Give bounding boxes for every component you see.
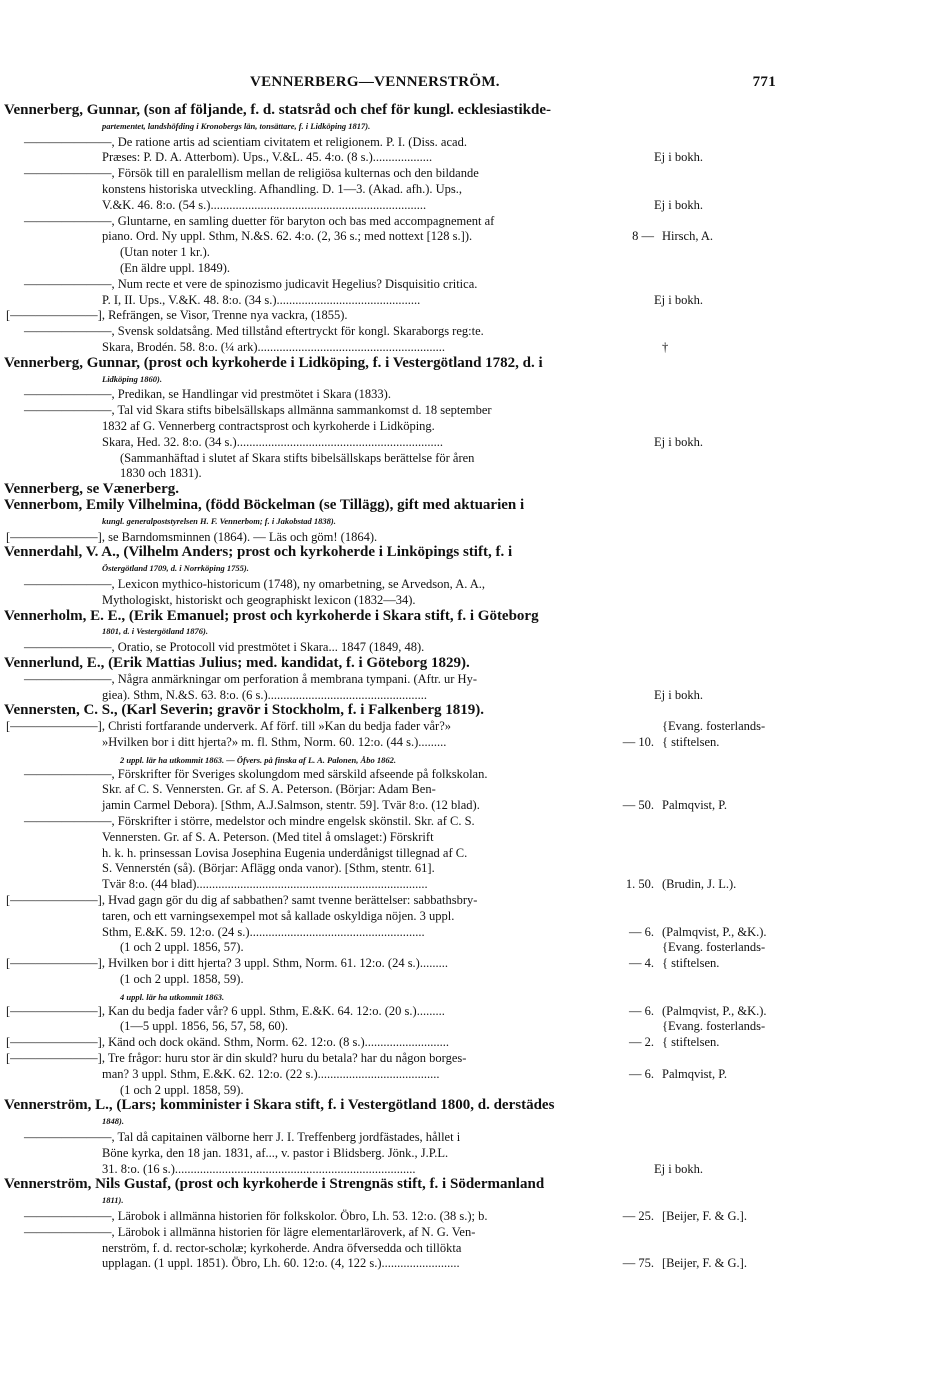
entry-line (0, 465, 928, 482)
entry-continuation: konstens historiska utveckling. Afhandling. D. 1—3. (Akad. afh.). Ups., (102, 182, 463, 196)
entry-line (0, 228, 928, 245)
entry-line (0, 323, 928, 340)
entry-line (0, 1224, 928, 1241)
entry-line (0, 213, 928, 230)
price: — 6. (629, 1003, 654, 1018)
price: — 50. (622, 798, 654, 813)
entry-line (0, 702, 928, 719)
entry-line (0, 1018, 928, 1035)
entry-continuation: 31. 8:o. (16 s.)............................................................................. (102, 1161, 416, 1176)
entry-line (0, 149, 928, 166)
entry-line (0, 1034, 928, 1051)
entry-line (0, 1240, 928, 1257)
entry-continuation: piano. Ord. Ny uppl. Sthm, N.&S. 62. 4:o. (2, 36 s.; med nottext [128 s.]). (102, 229, 473, 244)
entry-line (0, 1145, 928, 1162)
entry-continuation: Skara, Hed. 32. 8:o. (34 s.).................................................................. (102, 434, 443, 449)
anonymous-title-entry: [———————], Refrängen, se Visor, Trenne nya vackra, (1855). (6, 308, 348, 323)
entry-continuation: Tvär 8:o. (44 blad).......................................................................... (102, 877, 428, 892)
page-number: 771 (752, 74, 776, 90)
entry-line (0, 876, 928, 893)
entry-continuation: man? 3 uppl. Sthm, E.&K. 62. 12:o. (22 s.)....................................... (102, 1066, 440, 1081)
entry-line (0, 1129, 928, 1146)
title-entry: ———————, Svensk soldatsång. Med tillstånd eftertryckt för kongl. Skaraborgs reg:te. (24, 324, 484, 339)
availability-note: Ej i bokh. (654, 434, 703, 449)
entry-line (0, 750, 928, 767)
price: — 6. (629, 1066, 654, 1081)
entry-line (0, 339, 928, 356)
entry-line (0, 276, 928, 293)
author-heading: Vennerbom, Emily Vilhelmina, (född Böckelman (se Tillägg), gift med aktuarien i (4, 497, 525, 513)
title-entry: ———————, Tal vid Skara stifts bibelsällskaps allmänna sammankomst d. 18 september (24, 403, 492, 418)
entry-line (0, 481, 928, 498)
entry-line (0, 197, 928, 214)
edition-note: (1 och 2 uppl. 1856, 57). (120, 940, 244, 955)
publisher: { stiftelsen. (662, 1035, 720, 1050)
entry-line (0, 307, 928, 324)
availability-note: Ej i bokh. (654, 292, 703, 307)
author-biography: 1811). (102, 1195, 124, 1206)
catalogue-entries (0, 102, 928, 1271)
entry-line (0, 292, 928, 309)
title-entry: ———————, Lärobok i allmänna historien för lägre elementarläroverk, af N. G. Ven- (24, 1224, 476, 1239)
title-entry: ———————, Num recte et vere de spinozismo judicavit Hegelius? Disquisitio critica. (24, 276, 478, 291)
entry-line (0, 513, 928, 530)
publisher: [Beijer, F. & G.]. (662, 1209, 747, 1223)
edition-remark: 2 uppl. lär ha utkommit 1863. — Öfvers. på finska af L. A. Palonen, Åbo 1862. (120, 754, 396, 765)
entry-line (0, 1176, 928, 1193)
entry-line (0, 418, 928, 435)
entry-line (0, 924, 928, 941)
author-heading: Vennersten, C. S., (Karl Severin; gravör i Stockholm, f. i Falkenberg 1819). (4, 702, 484, 719)
anonymous-title-entry: [———————], Hvilken bor i ditt hjerta? 3 uppl. Sthm, Norm. 61. 12:o. (24 s.)......... (6, 956, 448, 971)
entry-line (0, 134, 928, 151)
title-entry: ———————, Predikan, se Handlingar vid prestmötet i Skara (1833). (24, 387, 391, 402)
entry-line (0, 1082, 928, 1099)
entry-line (0, 529, 928, 546)
author-biography: kungl. generalpoststyrelsen H. F. Vennerbom; f. i Jakobstad 1838). (102, 515, 336, 526)
availability-note: Ej i bokh. (654, 687, 703, 702)
entry-line (0, 560, 928, 577)
anonymous-title-entry: [———————], Christi fortfarande underverk. Af förf. till »Kan du bedja fader vår?» (6, 719, 452, 734)
author-heading: Vennerberg, se Vænerberg. (4, 481, 179, 498)
entry-continuation: V.&K. 46. 8:o. (54 s.)..................................................................... (102, 197, 427, 212)
entry-continuation: upplagan. (1 uppl. 1851). Öbro, Lh. 60. 12:o. (4, 122 s.)......................... (102, 1256, 460, 1271)
publisher: { stiftelsen. (662, 735, 720, 749)
author-heading: Vennerberg, Gunnar, (son af följande, f. d. statsråd och chef för kungl. ecklesiastikde- (4, 102, 551, 118)
entry-line (0, 813, 928, 830)
author-heading: Vennerdahl, V. A., (Vilhelm Anders; prost och kyrkoherde i Linköpings stift, f. i (4, 544, 513, 561)
entry-line (0, 181, 928, 198)
publisher: (Brudin, J. L.). (662, 877, 737, 892)
entry-line (0, 892, 928, 909)
entry-line (0, 1066, 928, 1083)
publisher: {Evang. fosterlands- (662, 1019, 766, 1034)
entry-line (0, 781, 928, 798)
entry-line (0, 260, 928, 277)
entry-line (0, 165, 928, 182)
entry-line (0, 497, 928, 514)
edition-note: (Sammanhäftad i slutet af Skara stifts bibelsällskaps berättelse för åren (120, 450, 475, 465)
edition-note: (1 och 2 uppl. 1858, 59). (120, 972, 244, 986)
entry-line (0, 544, 928, 561)
author-heading: Vennerström, L., (Lars; komminister i Skara stift, f. i Vestergötland 1800, d. derstädes (4, 1097, 555, 1114)
entry-line (0, 639, 928, 656)
title-entry: ———————, Förskrifter för Sveriges skolungdom med särskild afseende på folkskolan. (24, 766, 488, 781)
price: 1. 50. (625, 877, 654, 892)
availability-note: Ej i bokh. (654, 1161, 703, 1176)
entry-line (0, 623, 928, 640)
entry-line (0, 1050, 928, 1067)
publisher: { stiftelsen. (662, 956, 720, 971)
author-biography: partementet, landshöfding i Kronobergs län, tonsättare, f. i Lidköping 1817). (102, 120, 371, 131)
entry-continuation: giea). Sthm, N.&S. 63. 8:o. (6 s.)................................................... (102, 687, 427, 702)
author-biography: 1801, d. i Vestergötland 1876). (102, 626, 209, 637)
entry-line (0, 908, 928, 925)
entry-line (0, 766, 928, 783)
entry-continuation: nerström, f. d. rector-scholæ; kyrkoherde. Andra öfversedda och tillökta (102, 1240, 462, 1255)
edition-note: (Utan noter 1 kr.). (120, 245, 210, 260)
entry-line (0, 955, 928, 972)
entry-line (0, 576, 928, 593)
anonymous-title-entry: [———————], Hvad gagn gör du dig af sabbathen? samt tvenne berättelser: sabbathsbry- (6, 893, 478, 907)
edition-note: (En äldre uppl. 1849). (120, 261, 231, 275)
entry-line (0, 939, 928, 956)
availability-note: Ej i bokh. (654, 150, 703, 165)
entry-continuation: S. Vennerstén (så). (Börjar: Aflägg onda vanor). [Sthm, stentr. 61]. (102, 861, 435, 876)
entry-line (0, 829, 928, 846)
publisher: Palmqvist, P. (662, 1066, 727, 1081)
author-biography: Östergötland 1709, d. i Norrköping 1755). (102, 563, 249, 574)
author-heading: Vennerlund, E., (Erik Mattias Julius; med. kandidat, f. i Göteborg 1829). (4, 655, 470, 671)
entry-continuation: Vennersten. Gr. af S. A. Peterson. (Med titel å omslaget:) Förskrift (102, 829, 434, 844)
publisher: {Evang. fosterlands- (662, 940, 766, 955)
entry-continuation: h. k. h. prinsessan Lovisa Josephina Eugenia underdånigst tillegnad af C. (102, 845, 468, 860)
author-biography: 1848). (102, 1116, 124, 1127)
entry-line (0, 1161, 928, 1178)
anonymous-title-entry: [———————], se Barndomsminnen (1864). — Läs och göm! (1864). (6, 529, 378, 544)
entry-line (0, 655, 928, 672)
entry-continuation: Sthm, E.&K. 59. 12:o. (24 s.)........................................................ (102, 924, 425, 939)
entry-line (0, 1097, 928, 1114)
price: — 6. (629, 924, 654, 939)
anonymous-title-entry: [———————], Känd och dock okänd. Sthm, Norm. 62. 12:o. (8 s.)........................... (6, 1035, 450, 1050)
entry-line (0, 1208, 928, 1225)
entry-line (0, 860, 928, 877)
entry-line (0, 386, 928, 403)
availability-note: Ej i bokh. (654, 197, 703, 212)
entry-continuation: Skr. af C. S. Vennersten. Gr. af S. A. Peterson. (Börjar: Adam Ben- (102, 782, 436, 797)
price: 8 — (632, 229, 654, 244)
edition-remark: 4 uppl. lär ha utkommit 1863. (120, 991, 225, 1002)
publisher: [Beijer, F. & G.]. (662, 1256, 747, 1271)
author-heading: Vennerholm, E. E., (Erik Emanuel; prost och kyrkoherde i Skara stift, f. i Göteborg (4, 607, 539, 624)
entry-line (0, 987, 928, 1004)
entry-continuation: taren, och ett varningsexempel mot så kallade oskyldiga nöjen. 3 uppl. (102, 908, 455, 923)
price: — 10. (622, 735, 654, 749)
entry-continuation: Præses: P. D. A. Atterbom). Ups., V.&L. 45. 4:o. (8 s.)................... (102, 150, 433, 165)
publisher: † (662, 340, 669, 354)
entry-line (0, 687, 928, 704)
entry-line (0, 1113, 928, 1130)
title-entry: ———————, Gluntarne, en samling duetter för baryton och bas med accompagnement af (24, 213, 495, 228)
title-entry: ———————, Tal då capitainen välborne herr J. I. Treffenberg jordfästades, hållet i (24, 1130, 461, 1144)
entry-line (0, 1003, 928, 1020)
entry-line (0, 434, 928, 451)
price: — 4. (629, 956, 654, 971)
entry-continuation: Mythologiskt, historiskt och geographiskt lexicon (1832—34). (102, 592, 416, 607)
publisher: (Palmqvist, P., &K.). (662, 1003, 767, 1018)
entry-continuation: 1832 af G. Vennerberg contractsprost och kyrkoherde i Lidköping. (102, 419, 435, 433)
entry-line (0, 797, 928, 814)
entry-line (0, 1192, 928, 1209)
entry-line (0, 718, 928, 735)
title-entry: ———————, Lärobok i allmänna historien för folkskolor. Öbro, Lh. 53. 12:o. (38 s.); b. (24, 1209, 488, 1223)
entry-line (0, 118, 928, 135)
entry-line (0, 671, 928, 688)
publisher: Palmqvist, P. (662, 798, 727, 813)
entry-line (0, 355, 928, 372)
entry-line (0, 1255, 928, 1272)
running-header (0, 74, 928, 96)
title-entry: ———————, De ratione artis ad scientiam civitatem et religionem. P. I. (Diss. acad. (24, 134, 467, 149)
entry-line (0, 371, 928, 388)
entry-continuation: jamin Carmel Debora). [Sthm, A.J.Salmson, stentr. 59]. Tvär 8:o. (12 blad). (102, 798, 480, 813)
price: — 25. (622, 1209, 654, 1223)
entry-line (0, 450, 928, 467)
publisher: Hirsch, A. (662, 229, 714, 244)
author-heading: Vennerberg, Gunnar, (prost och kyrkoherde i Lidköping, f. i Vestergötland 1782, d. i (4, 354, 543, 371)
entry-continuation: P. I, II. Ups., V.&K. 48. 8:o. (34 s.).............................................. (102, 292, 421, 307)
title-entry: ———————, Oratio, se Protocoll vid prestmötet i Skara... 1847 (1849, 48). (24, 640, 425, 655)
price: — 2. (629, 1035, 654, 1050)
entry-line (0, 102, 928, 119)
entry-continuation: Skara, Brodén. 58. 8:o. (¼ ark)............................................................ (102, 340, 446, 354)
title-entry: ———————, Lexicon mythico-historicum (1748), ny omarbetning, se Arvedson, A. A., (24, 577, 486, 591)
title-entry: ———————, Försök till en paralellism mellan de religiösa kulternas och den bildande (24, 166, 479, 181)
anonymous-title-entry: [———————], Kan du bedja fader vår? 6 uppl. Sthm, E.&K. 64. 12:o. (20 s.)......... (6, 1003, 445, 1018)
anonymous-title-entry: [———————], Tre frågor: huru stor är din skuld? huru du betala? har du någon borges- (6, 1051, 467, 1065)
author-heading: Vennerström, Nils Gustaf, (prost och kyrkoherde i Strengnäs stift, f. i Södermanland (4, 1176, 545, 1193)
price: — 75. (622, 1256, 654, 1271)
entry-line (0, 402, 928, 419)
edition-note: 1830 och 1831). (120, 466, 202, 481)
edition-note: (1—5 uppl. 1856, 56, 57, 58, 60). (120, 1019, 289, 1034)
entry-line (0, 244, 928, 261)
publisher: {Evang. fosterlands- (662, 719, 766, 734)
title-entry: ———————, Förskrifter i större, medelstor och mindre engelsk skönstil. Skr. af C. S. (24, 814, 475, 828)
header-title: VENNERBERG—VENNERSTRÖM. (250, 74, 500, 90)
entry-line (0, 592, 928, 609)
title-entry: ———————, Några anmärkningar om perforation å membrana tympani. (Aftr. ur Hy- (24, 671, 477, 686)
entry-continuation: Böne kyrka, den 18 jan. 1831, af..., v. pastor i Blidsberg. Jönk., J.P.L. (102, 1145, 449, 1160)
publisher: (Palmqvist, P., &K.). (662, 924, 767, 939)
author-biography: Lidköping 1860). (102, 373, 162, 384)
entry-line (0, 734, 928, 751)
entry-line (0, 608, 928, 625)
entry-continuation: »Hvilken bor i ditt hjerta?» m. fl. Sthm, Norm. 60. 12:o. (44 s.)......... (102, 735, 447, 749)
entry-line (0, 845, 928, 862)
entry-line (0, 971, 928, 988)
edition-note: (1 och 2 uppl. 1858, 59). (120, 1082, 244, 1097)
